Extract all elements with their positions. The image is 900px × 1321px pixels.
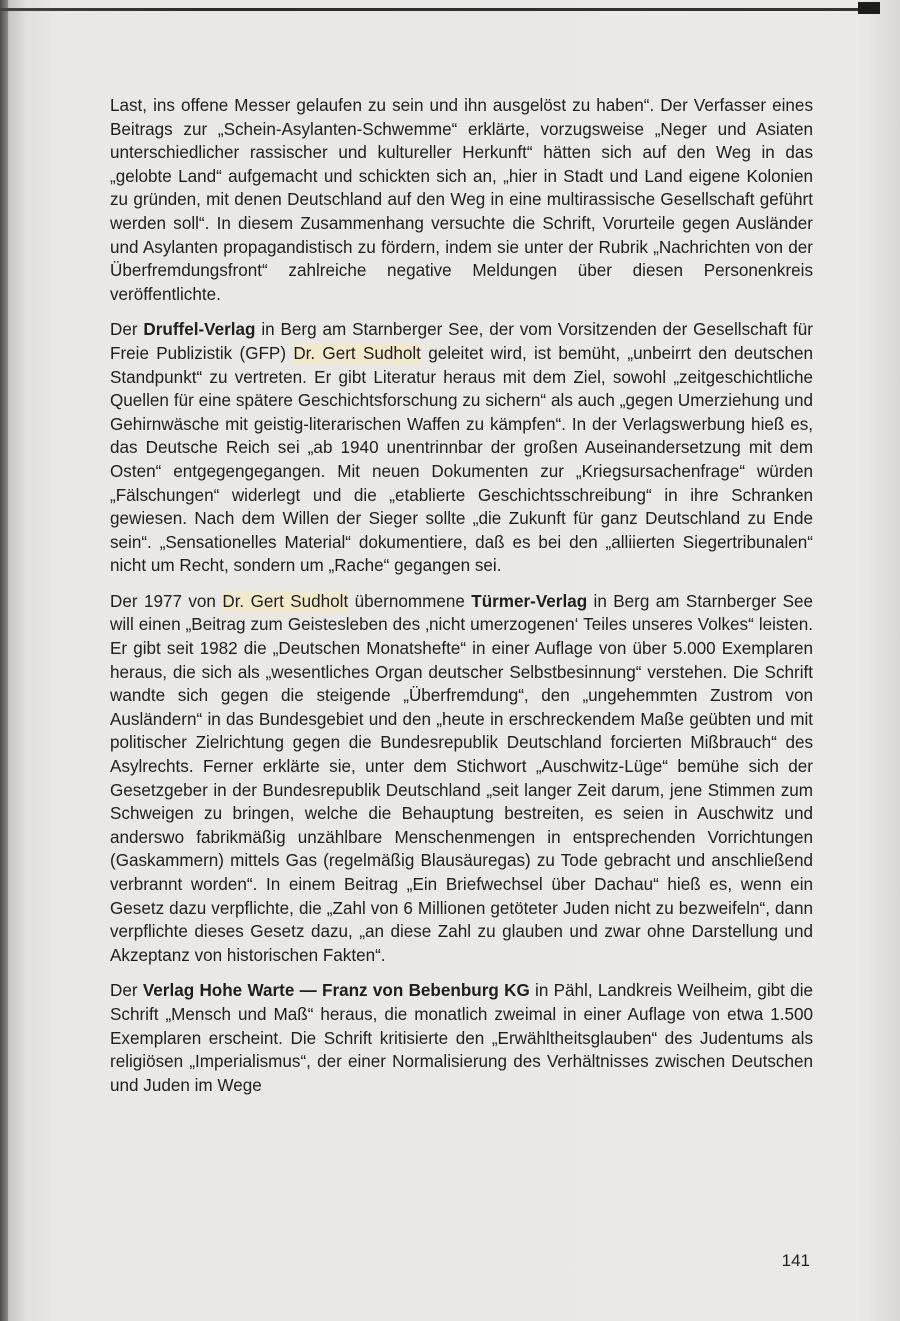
p4-lead: Der: [110, 981, 143, 1001]
highlight-sudholt-2: Dr. Gert Sudholt: [222, 591, 349, 611]
p2-lead: Der: [110, 320, 144, 340]
p3-text-a: übernommene: [348, 591, 472, 611]
book-spine-shadow: [0, 0, 8, 1321]
paragraph-3: [110, 590, 813, 968]
paragraph-1: Last, ins offene Messer gelaufen zu sein und ihn ausgelöst zu haben“. Der Verfasser eines Beitrags zur „Schein-Asylanten-Schwemme“ erklärte, vorzugsweise „Neger und Asiaten unterschiedlicher rassischer und kultureller Herkunft“ hätten sich auf den Weg in das „gelobte Land“ aufgemacht und schickten sich an, „hier in Stadt und Land eigene Kolonien zu gründen, mit denen Deutschland auf den Weg in eine multirassische Gesellschaft geführt werden soll“. In diesem Zusammenhang versuchte die Schrift, Vorurteile gegen Ausländer und Asylanten propagandistisch zu fördern, indem sie unter der Rubrik „Nachrichten von der Überfremdungsfront“ zahlreiche negative Meldungen über diesen Personenkreis veröffentlichte.: [110, 96, 813, 304]
top-rule-cap: [858, 2, 880, 14]
tuermer-verlag: Türmer-Verlag: [471, 591, 588, 611]
p2-text-b: geleitet wird, ist bemüht, „unbeirrt den deutschen Standpunkt“ zu vertreten. Er gibt Literatur heraus mit dem Ziel, sowohl „zeitgeschichtliche Quellen für eine spätere Geschichtsforschung zu sichern“ als auch „gegen Umerziehung und Gehirnwäsche mit geistig-literarischen Waffen zu kämpfen“. In der Verlagswerbung hieß es, das Deutsche Reich sei „ab 1940 unentrinnbar der großen Auseinandersetzung mit dem Osten“ entgegengegangen. Mit neuen Dokumenten zur „Kriegsursachenfrage“ würden „Fälschungen“ widerlegt und die „etablierte Geschichtsschreibung“ in ihre Schranken gewiesen. Nach dem Willen der Sieger sollte „die Zukunft für ganz Deutschland zu Ende sein“. „Sensationelles Material“ dokumentiere, daß es bei den „alliierten Siegertribunalen“ nicht um Recht, sondern um „Rache“ gegangen sei.: [110, 343, 814, 576]
druffel-verlag: Druffel-Verlag: [143, 320, 256, 340]
p3-text-b: in Berg am Starnberger See will einen „Beitrag zum Geistesleben des ‚nicht umerzogenen‘ Teiles unseres Volkes“ leisten. Er gibt seit 1982 die „Deutschen Monatshefte“ in einer Auflage von über 5.000 Exemplaren heraus, die sich als „wesentliches Organ deutscher Selbstbesinnung“ verstehen. Die Schrift wandte sich gegen die steigende „Überfremdung“, den „ungehemmten Zustrom von Ausländern“ in das Bundesgebiet und den „heute in erschreckendem Maße geübten und mit politischer Zielrichtung gegen die Bundesrepublik Deutschland forcierten Mißbrauch“ des Asylrechts. Ferner erklärte sie, unter dem Stichwort „Auschwitz-Lüge“ bemühe sich der Gesetzgeber in der Bundesrepublik Deutschland „seit langer Zeit darum, jene Stimmen zum Schweigen zu bringen, welche die Behauptung bestreiten, es seien in Auschwitz und anderswo fabrikmäßig unzählbare Menschenmengen in entsprechenden Vorrichtungen (Gaskammern) mittels Gas (regelmäßig Blausäuregas) zu Tode gebracht und anschließend verbrannt worden“. In einem Beitrag „Ein Briefwechsel über Dachau“ hieß es, wenn ein Gesetz dazu verpflichte, die „Zahl von 6 Millionen getöteter Juden nicht zu bezweifeln“, dann verpflichte dieses Gesetz dazu, „an diese Zahl zu glauben und zwar ohne Darstellung und Akzeptanz von historischen Fakten“.: [110, 591, 813, 965]
p2-text-a: in Berg am Starnberger See, der vom Vorsitzenden der Gesellschaft für Freie Publizistik (GFP): [110, 320, 814, 363]
highlight-sudholt-1: Dr. Gert Sudholt: [293, 343, 421, 363]
p4-text-a: in Pähl, Landkreis Weilheim, gibt die Schrift „Mensch und Maß“ heraus, die monatlich zweimal in einer Auflage von etwa 1.500 Exemplaren erscheint. Die Schrift kritisierte den „Erwähltheitsglauben“ des Judentums als religiösen „Imperialismus“, der einer Normalisierung des Verhältnisses zwischen Deutschen und Juden im Wege: [110, 981, 813, 1095]
page-number: 141: [781, 1251, 810, 1270]
paragraph-4: [110, 979, 813, 1097]
top-rule: [0, 8, 880, 11]
body-text: [110, 94, 813, 1109]
p3-lead: Der 1977 von: [110, 591, 223, 611]
verlag-hohe-warte: Verlag Hohe Warte — Franz von Bebenburg KG: [142, 981, 530, 1001]
paragraph-2: [110, 318, 813, 578]
